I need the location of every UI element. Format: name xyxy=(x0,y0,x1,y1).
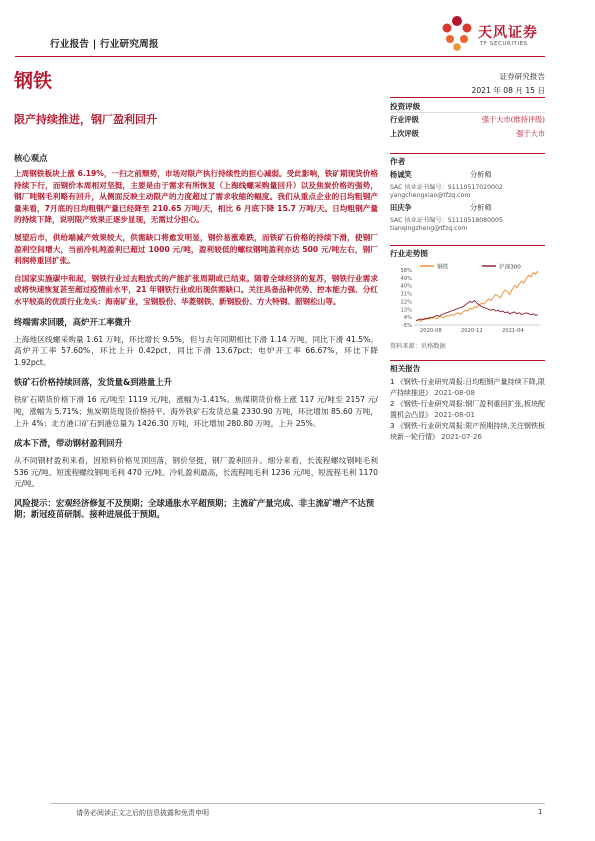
related-item-title: 《钢铁-行业研究周报:钢厂盈利重回扩张,板块配置机会凸显》 xyxy=(390,400,545,419)
page-title: 钢铁 xyxy=(14,70,53,92)
header-rule xyxy=(15,56,545,57)
trend-chart-svg xyxy=(390,262,545,337)
author-block xyxy=(390,203,545,232)
related-item-title: 《钢铁-行业研究周报:限产预期持续,关注钢铁板块新一轮行情》 xyxy=(390,422,545,441)
section-body: 铁矿石期货价格下滑 16 元/吨至 1119 元/吨，涨幅为-1.41%。焦煤期货价格上涨 117 元/吨至 2157 元/吨，涨幅为 5.71%；焦炭期货现货价格持平。海外铁矿石发货总量 2330.90 万吨，环比增加 85.60 万吨，上升 4%；北方港口矿石到港总量为 1426.30 万吨，环比增加 280.80 万吨，上升 25%。 xyxy=(14,395,378,428)
rating-value: 强于大市(维持评级) xyxy=(481,115,545,124)
authors-rule xyxy=(390,153,545,154)
series-line xyxy=(416,271,538,322)
core-paragraph: 上周钢铁板块上涨 6.19%，一扫之前颓势，市场对限产执行持续性的担心减弱。受此影响，铁矿期现货价格持续下行，而钢价本周相对坚挺，主要是由于需求有所恢复（上海线螺采购量回升）以及焦炭价格的强势，钢厂吨钢毛利略有回升，从侧面反映主动限产的力度超过了需求收缩的幅度。我们从重点企业的日均粗钢产量来看，7月底的日均粗钢产量已经降至 210.65 万吨/天，相比 6 月底下降 15.7 万吨/天。日均粗钢产量的持续下降，说明限产效果正逐步显现，无需过分担心。 xyxy=(14,169,378,225)
author-cert: SAC 执业证书编号：S1110518080005 xyxy=(390,217,503,224)
x-tick-label: 2020-12 xyxy=(461,328,483,334)
author-name: 田庆争 xyxy=(390,203,412,212)
trend-chart xyxy=(390,262,545,337)
related-item-number: 1 xyxy=(390,378,395,386)
page-subtitle: 限产持续推进，钢厂盈利回升 xyxy=(14,113,157,126)
report-date: 2021 年 08 月 15 日 xyxy=(471,86,545,95)
related-item-number: 2 xyxy=(390,400,395,408)
x-tick-label: 2021-04 xyxy=(502,328,524,334)
related-item-title: 《钢铁-行业研究周报:日均粗钢产量持续下降,限产持续推进》 xyxy=(390,378,545,397)
core-paragraph: 自国家实施碳中和起，钢铁行业过去粗放式的产能扩张周期或已结束。随着全球经济的复苏，钢铁行业需求或将快速恢复甚至超过疫情前水平，21 年钢铁行业或出现供需缺口。关注具备品种优势、控本能力强、分红水平较高的优质行业龙头：海南矿业，宝钢股份、华菱钢铁、新钢股份、方大特钢、韶钢松山等。 xyxy=(14,273,378,306)
y-tick-label: 40% xyxy=(400,283,412,290)
trend-rule xyxy=(390,245,545,246)
rating-row xyxy=(390,115,545,125)
related-item-number: 3 xyxy=(390,422,395,430)
rating-rule-mid xyxy=(390,112,545,113)
logo-cn: 天风证券 xyxy=(478,25,538,41)
author-role: 分析师 xyxy=(470,203,492,212)
y-tick-label: 4% xyxy=(403,315,412,322)
legend-label: 沪深300 xyxy=(499,264,521,271)
y-tick-label: -5% xyxy=(401,323,412,329)
authors-heading: 作者 xyxy=(390,157,406,166)
rating-heading: 投资评级 xyxy=(390,102,421,111)
core-heading: 核心观点 xyxy=(14,153,48,163)
trend-source: 资料来源：贝格数据 xyxy=(390,343,446,350)
logo xyxy=(440,14,550,56)
footer-disclaimer: 请务必阅读正文之后的信息披露和免责申明 xyxy=(76,809,209,817)
legend-label: 钢铁 xyxy=(437,264,449,271)
related-item[interactable] xyxy=(390,421,545,442)
report-type: 证券研究报告 xyxy=(499,72,545,81)
related-item-date: 2021-07-26 xyxy=(441,432,482,441)
y-tick-label: 49% xyxy=(400,275,412,282)
rating-label: 行业评级 xyxy=(390,115,419,124)
page-number: 1 xyxy=(538,808,543,816)
author-block xyxy=(390,170,545,199)
risk-warning: 风险提示：宏观经济修复不及预期；全球通胀水平超预期；主流矿产量完成、非主流矿增产不达预期；新冠疫苗研制、接种进展低于预期。 xyxy=(14,497,375,520)
related-item[interactable] xyxy=(390,377,545,398)
related-item-date: 2021-08-08 xyxy=(434,388,475,397)
rating-label: 上次评级 xyxy=(390,129,419,138)
author-role: 分析师 xyxy=(470,170,492,179)
author-email: yangchengxiao@tfzq.com xyxy=(390,192,471,199)
author-email: tianqingzheng@tfzq.com xyxy=(390,225,468,232)
core-paragraph: 展望后市，供给端减产效果较大，供需缺口将愈发明显，钢价易涨难跌，而铁矿石价格的持续下滑，使钢厂盈利空间增大，当前冷轧吨盈利已超过 1000 元/吨，盈利较低的螺纹钢吨盈利亦达 500 元/吨左右，钢厂利润将重回扩张。 xyxy=(14,232,378,266)
section-heading: 终端需求回暖，高炉开工率微升 xyxy=(14,316,132,327)
related-list xyxy=(390,377,545,442)
related-item-date: 2021-08-01 xyxy=(434,410,475,419)
section-body: 从不同钢材盈利来看，因原料价格见顶回落，钢价坚挺，钢厂盈利回升。细分来看，长流程螺纹钢吨毛利 536 元/吨、短流程螺纹钢吨毛利 470 元/吨。冷轧盈利最高，长流程吨毛利 1236 元/吨、短流程毛利 1170 元/吨。 xyxy=(14,456,378,489)
rating-value: 强于大市 xyxy=(516,129,545,138)
x-tick-label: 2020-08 xyxy=(420,328,442,334)
author-name: 杨诚笑 xyxy=(390,170,412,179)
y-tick-label: 13% xyxy=(400,307,412,314)
logo-en: TF SECURITIES xyxy=(480,41,528,47)
author-cert: SAC 执业证书编号：S1110517020002 xyxy=(390,184,503,191)
section-heading: 铁矿石价格持续回落，发货量&到港量上升 xyxy=(14,377,173,388)
y-tick-label: 22% xyxy=(400,299,412,306)
rating-row xyxy=(390,129,545,139)
breadcrumb: 行业报告 | 行业研究周报 xyxy=(50,39,159,50)
related-rule xyxy=(390,360,545,361)
y-tick-label: 58% xyxy=(400,268,412,274)
section-body: 上海地区线螺采购量 1.61 万吨，环比增长 9.5%，但与去年同期相比下滑 1.14 万吨，同比下滑 41.5%。高炉开工率 57.60%，环比上升 0.42pct，同比下滑 13.67pct；电炉开工率 66.67%，环比下降 1.92pct。 xyxy=(14,334,378,367)
footer-rule xyxy=(50,803,545,804)
related-heading: 相关报告 xyxy=(390,364,421,373)
section-heading: 成本下滑，带动钢材盈利回升 xyxy=(14,438,123,449)
trend-heading: 行业走势图 xyxy=(390,249,428,258)
rating-rule-top xyxy=(390,97,545,98)
y-tick-label: 31% xyxy=(400,291,412,298)
related-item[interactable] xyxy=(390,399,545,420)
left-column xyxy=(14,152,378,521)
tf-logo-icon xyxy=(440,14,474,52)
